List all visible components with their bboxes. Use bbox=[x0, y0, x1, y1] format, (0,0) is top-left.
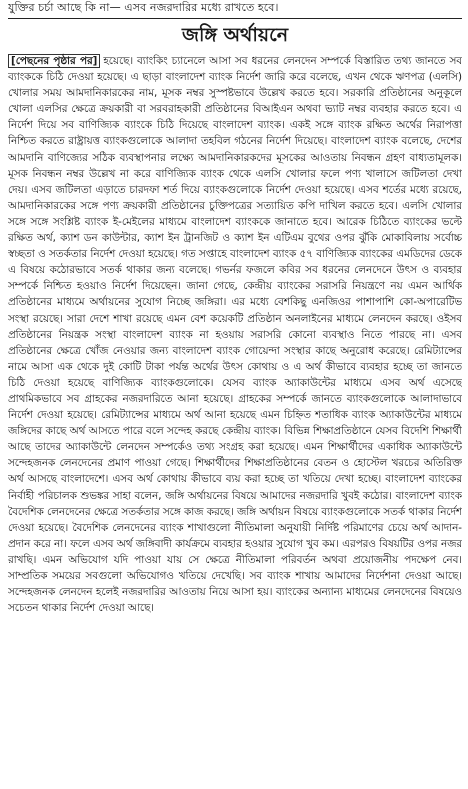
separator-rule bbox=[8, 18, 462, 19]
article-body bbox=[8, 53, 462, 757]
continued-from-tag: [পেছনের পৃষ্ঠার পর] bbox=[8, 54, 100, 68]
article-headline: জঙ্গি অর্থায়নে bbox=[181, 24, 289, 46]
preceding-article-last-line: যুক্তির চর্চা আছে কি না— এসব নজরদারির মধ্যে রাখতে হবে। bbox=[8, 1, 279, 14]
article-body-text: হয়েছে। ব্যাংকিং চ্যানেলে আসা সব ধরনের লেনদেন সম্পর্কে বিস্তারিত তথ্য জানতে সব ব্যাংককে চিঠি দেওয়া হয়েছে। এ ছাড়া বাংলাদেশ ব্যাংক নির্দেশ জারি করে বলেছে, এখন থেকে ঋণপত্র (এলসি) খোলার সময় আমদানিকারকের নাম, মূসক নম্বর সুস্পষ্টভাবে উল্লেখ করতে হবে। সরকারি প্রতিষ্ঠানের অনুকূলে খোলা এলসির ক্ষেত্রে ক্রয়কারী বা সরবরাহকারী প্রতিষ্ঠানের বিআইএন অথবা ভ্যাট নম্বর ব্যবহার করতে হবে। এ নির্দেশ দিয়ে সব বাণিজ্যিক ব্যাংকে চিঠি দিয়েছে বাংলাদেশ ব্যাংক। একই সঙ্গে ব্যাংক রক্ষিত অর্থের নিরাপত্তা নিশ্চিত করতে রাষ্ট্রায়ত্ত ব্যাংকগুলোকে আলাদা তহবিল গঠনের নির্দেশ দিয়েছে। বাংলাদেশ ব্যাংক বলেছে, দেশের আমদানি বাণিজ্যের সঠিক ব্যবস্থাপনার লক্ষ্যে আমদানিকারকদের মূসকের আওতায় নিবন্ধন গ্রহণ বাধ্যতামূলক। মূসক নিবন্ধন নম্বর উল্লেখ না করে বাণিজ্যিক ব্যাংক থেকে এলসি খোলার ফলে পণ্য খালাসে জটিলতা দেখা দেয়। এসব জটিলতা এড়াতে চারদফা শর্ত দিয়ে ব্যাংকগুলোকে নির্দেশ দেওয়া হয়েছে। এসব শর্তের মধ্যে রয়েছে, আমদানিকারকের সঙ্গে পণ্য ক্রয়কারী প্রতিষ্ঠানের চুক্তিপত্রের সত্যায়িত কপি দাখিল করতে হবে। এলসি খোলার সঙ্গে সঙ্গে সংশ্লিষ্ট ব্যাংক ই-মেইলের মাধ্যমে বাংলাদেশ ব্যাংককে জানাতে হবে। আরেক চিঠিতে ব্যাংকের ভল্টে রক্ষিত অর্থ, ক্যাশ ডন কাউন্টার, ক্যাশ ইন ট্রানজিট ও ক্যাশ ইন এটিএম বুথের ওপর ঝুঁকি মোকাবিলায় সর্বোচ্চ স্বচ্ছতা ও সতর্কতার নির্দেশ দেওয়া হয়েছে। গত সপ্তাহে বাংলাদেশ ব্যাংক ৫৭ বাণিজ্যিক ব্যাংকের এমডিদের ডেকে এ বিষয়ে কঠোরভাবে সতর্ক থাকার জন্য বলেছে। গভর্নর ফজলে কবির সব ধরনের লেনদেনে উৎস ও ব্যবহার সম্পর্কে নিশ্চিত হওয়াও নির্দেশ দিয়েছেন। জানা গেছে, কেন্দ্রীয় ব্যাংকের সরাসরি নিয়ন্ত্রণে নয় এমন আর্থিক প্রতিষ্ঠানের মাধ্যমে অর্থায়নের সুযোগ নিচ্ছে জঙ্গিরা। এর মধ্যে বেশকিছু এনজিওর পাশাপাশি কো-অপারেটিভ সংস্থা রয়েছে। সারা দেশে শাখা রয়েছে এমন বেশ কয়েকটি প্রতিষ্ঠান অনলাইনের মাধ্যমে লেনদেন করছে। ওইসব প্রতিষ্ঠানের নিয়ন্ত্রক সংস্থা বাংলাদেশ ব্যাংক না হওয়ায় সরাসরি কোনো ব্যবস্থাও নিতে পারছে না। এসব প্রতিষ্ঠানের ক্ষেত্রে খোঁজ নেওয়ার জন্য বাংলাদেশ ব্যাংক গোয়েন্দা সংস্থার কাছে অনুরোধ করেছে। রেমিট্যান্সের নামে আসা এক থেকে দুই কোটি টাকা পর্যন্ত অর্থের উৎস কোথায় ও এ অর্থ কীভাবে ব্যবহার হচ্ছে তা জানতে চিঠি দেওয়া হয়েছে বাণিজ্যিক ব্যাংকগুলোকে। যেসব ব্যাংক অ্যাকাউন্টের মাধ্যমে এসব অর্থ এসেছে প্রাথমিকভাবে সব গ্রাহকের নজরদারিতে আনা হয়েছে। গ্রাহকের সম্পর্কে জানতে ব্যাংকগুলোকে আলাদাভাবে নির্দেশ দেওয়া হয়েছে। রেমিট্যান্সের মাধ্যমে অর্থ আনা হয়েছে এমন চিহ্নিত শতাধিক ব্যাংক অ্যাকাউন্টের মাধ্যমে জঙ্গিদের কাছে অর্থ আসতে পারে বলে সন্দেহ করছে কেন্দ্রীয় ব্যাংক। বিভিন্ন শিক্ষাপ্রতিষ্ঠানে যেসব বিদেশি শিক্ষার্থী আছে তাদের অ্যাকাউন্টে লেনদেন সম্পর্কেও তথ্য সংগ্রহ করা হয়েছে। এমন শিক্ষার্থীদের একাধিক অ্যাকাউন্টে সন্দেহজনক লেনদেনের প্রমাণ পাওয়া গেছে। শিক্ষার্থীদের শিক্ষাপ্রতিষ্ঠানের বেতন ও হোস্টেল খরচের অতিরিক্ত অর্থ আসছে বাংলাদেশে। এসব অর্থ কোথায় কীভাবে ব্যয় করা হচ্ছে তা খতিয়ে দেখা হচ্ছে। বাংলাদেশ ব্যাংকের নির্বাহী পরিচালক শুভঙ্কর সাহা বলেন, জঙ্গি অর্থায়নের বিষয়ে আমাদের নজরদারি খুবই কঠোর। বাংলাদেশ ব্যাংক বৈদেশিক লেনদেনের ক্ষেত্রে সতর্কতার সঙ্গে কাজ করছে। জঙ্গি অর্থায়ন বিষয়ে ব্যাংকগুলোকে সতর্ক থাকার নির্দেশ দেওয়া হয়েছে। বৈদেশিক লেনদেনের ব্যাংক শাখাগুলো নীতিমালা অনুযায়ী নির্দিষ্ট পরিমাণের চেয়ে অর্থ আদান-প্রদান করে না। ফলে এসব অর্থ জঙ্গিবাদী কার্যক্রমে ব্যবহার হওয়ার সুযোগ খুব কম। এরপরও বিষয়টির ওপর নজর রাখছি। এমন অভিযোগ যদি পাওয়া যায় সে ক্ষেত্রে নীতিমালা পরিবর্তন অথবা প্রয়োজনীয় পদক্ষেপ নেব। সাম্প্রতিক সময়ের সবগুলো অভিযোগও খতিয়ে দেখেছি। সব ব্যাংক শাখায় আমাদের নির্দেশনা দেওয়া আছে। সন্দেহজনক লেনদেন হলেই নজরদারির আওতায় নিয়ে আসা হয়। ব্যাংকের অন্যান্য মাধ্যমের লেনদেনের বিষয়েও সচেতন থাকার নির্দেশ দেওয়া আছে। bbox=[8, 55, 462, 615]
